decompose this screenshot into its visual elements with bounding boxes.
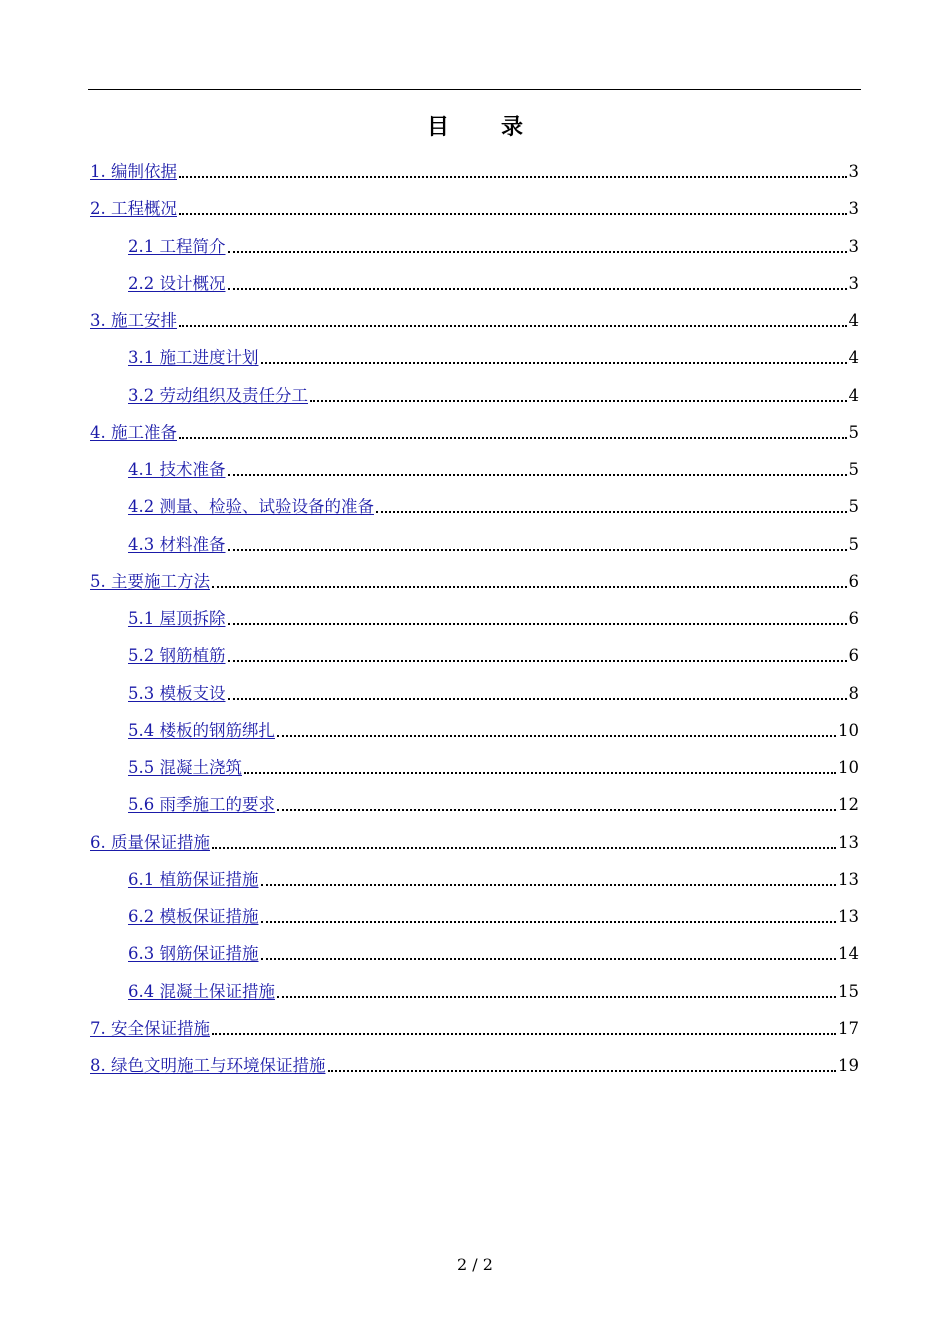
toc-entry[interactable] (128, 757, 859, 779)
toc-entry-page-number: 5 (848, 423, 859, 442)
toc-leader-dots (261, 921, 837, 923)
title-char-1: 目 (426, 115, 449, 140)
toc-entry-label[interactable]: 5.1 屋顶拆除 (128, 609, 226, 628)
toc-entry-label[interactable]: 2.1 工程简介 (128, 237, 226, 256)
title-char-2: 录 (501, 115, 524, 140)
toc-entry-page-number: 19 (838, 1056, 859, 1075)
toc-entry-page-number: 3 (848, 162, 859, 181)
toc-leader-dots (228, 288, 847, 290)
toc-leader-dots (179, 437, 847, 439)
toc-entry-label[interactable]: 6. 质量保证措施 (90, 833, 210, 852)
toc-entry-page-number: 4 (848, 386, 859, 405)
toc-leader-dots (228, 698, 847, 700)
toc-entry[interactable] (90, 832, 859, 854)
toc-leader-dots (179, 176, 847, 178)
toc-entry-page-number: 6 (848, 646, 859, 665)
toc-entry-label[interactable]: 6.4 混凝土保证措施 (128, 982, 275, 1001)
toc-entry-page-number: 10 (838, 758, 859, 777)
toc-entry[interactable] (128, 981, 859, 1003)
toc-entry-label[interactable]: 6.3 钢筋保证措施 (128, 944, 259, 963)
toc-entry-page-number: 13 (838, 907, 859, 926)
toc-entry[interactable] (90, 1055, 859, 1077)
toc-entry[interactable] (128, 720, 859, 742)
toc-entry-label[interactable]: 8. 绿色文明施工与环境保证措施 (90, 1056, 326, 1075)
toc-leader-dots (212, 586, 847, 588)
toc-entry-label[interactable]: 2. 工程概况 (90, 199, 177, 218)
toc-entry[interactable] (90, 1018, 859, 1040)
toc-entry-page-number: 5 (848, 497, 859, 516)
toc-entry-page-number: 17 (838, 1019, 859, 1038)
toc-leader-dots (228, 474, 847, 476)
toc-entry-label[interactable]: 1. 编制依据 (90, 162, 177, 181)
toc-leader-dots (228, 549, 847, 551)
toc-entry[interactable] (90, 310, 859, 332)
toc-entry[interactable] (128, 459, 859, 481)
toc-entry-page-number: 3 (848, 274, 859, 293)
toc-entry-page-number: 13 (838, 833, 859, 852)
toc-entry-label[interactable]: 3.1 施工进度计划 (128, 348, 259, 367)
toc-leader-dots (212, 1033, 836, 1035)
toc-leader-dots (261, 884, 837, 886)
toc-entry-label[interactable]: 4.2 测量、检验、试验设备的准备 (128, 497, 374, 516)
toc-entry-page-number: 15 (838, 982, 859, 1001)
toc-leader-dots (261, 362, 847, 364)
toc-entry-label[interactable]: 4. 施工准备 (90, 423, 177, 442)
toc-leader-dots (277, 735, 836, 737)
toc-entry-label[interactable]: 3. 施工安排 (90, 311, 177, 330)
toc-entry[interactable] (128, 683, 859, 705)
toc-entry[interactable] (90, 571, 859, 593)
toc-entry[interactable] (128, 534, 859, 556)
toc-entry-page-number: 4 (848, 348, 859, 367)
toc-entry-label[interactable]: 5.5 混凝土浇筑 (128, 758, 242, 777)
toc-entry[interactable] (128, 608, 859, 630)
toc-entry-page-number: 8 (848, 684, 859, 703)
toc-entry-page-number: 13 (838, 870, 859, 889)
toc-entry-page-number: 6 (848, 572, 859, 591)
toc-entry-label[interactable]: 5.3 模板支设 (128, 684, 226, 703)
toc-entry[interactable] (128, 645, 859, 667)
toc-leader-dots (228, 623, 847, 625)
toc-entry-label[interactable]: 4.3 材料准备 (128, 535, 226, 554)
toc-entry[interactable] (128, 385, 859, 407)
toc-entry-page-number: 4 (848, 311, 859, 330)
toc-entry[interactable] (128, 794, 859, 816)
toc-entry-page-number: 3 (848, 237, 859, 256)
toc-entry[interactable] (90, 422, 859, 444)
toc-entry-label[interactable]: 2.2 设计概况 (128, 274, 226, 293)
toc-leader-dots (228, 251, 847, 253)
toc-entry-page-number: 5 (848, 460, 859, 479)
toc-leader-dots (179, 213, 847, 215)
toc-entry-page-number: 3 (848, 199, 859, 218)
toc-entry-page-number: 10 (838, 721, 859, 740)
toc-entry[interactable] (128, 347, 859, 369)
toc-entry[interactable] (128, 273, 859, 295)
toc-entry[interactable] (128, 869, 859, 891)
toc-entry-page-number: 5 (848, 535, 859, 554)
toc-leader-dots (212, 847, 836, 849)
toc-leader-dots (277, 996, 836, 998)
toc-entry[interactable] (128, 236, 859, 258)
toc-entry[interactable] (128, 496, 859, 518)
toc-leader-dots (179, 325, 847, 327)
toc-entry-page-number: 6 (848, 609, 859, 628)
page-footer-number: 2 / 2 (457, 1255, 493, 1274)
toc-leader-dots (228, 660, 847, 662)
toc-entry-page-number: 14 (838, 944, 859, 963)
toc-leader-dots (328, 1070, 837, 1072)
toc-entry-page-number: 12 (838, 795, 859, 814)
toc-leader-dots (244, 772, 836, 774)
toc-entry-label[interactable]: 6.1 植筋保证措施 (128, 870, 259, 889)
toc-entry-label[interactable]: 5.2 钢筋植筋 (128, 646, 226, 665)
toc-entry-label[interactable]: 3.2 劳动组织及责任分工 (128, 386, 308, 405)
toc-entry[interactable] (128, 943, 859, 965)
toc-entry-label[interactable]: 5.4 楼板的钢筋绑扎 (128, 721, 275, 740)
toc-leader-dots (310, 400, 847, 402)
toc-leader-dots (261, 958, 837, 960)
toc-entry[interactable] (90, 161, 859, 183)
toc-leader-dots (277, 809, 836, 811)
toc-entry-label[interactable]: 5.6 雨季施工的要求 (128, 795, 275, 814)
toc-entry-label[interactable]: 7. 安全保证措施 (90, 1019, 210, 1038)
toc-leader-dots (376, 511, 847, 513)
toc-entry[interactable] (128, 906, 859, 928)
toc-entry-label[interactable]: 4.1 技术准备 (128, 460, 226, 479)
toc-entry[interactable] (90, 198, 859, 220)
toc-entry-label[interactable]: 5. 主要施工方法 (90, 572, 210, 591)
toc-entry-label[interactable]: 6.2 模板保证措施 (128, 907, 259, 926)
